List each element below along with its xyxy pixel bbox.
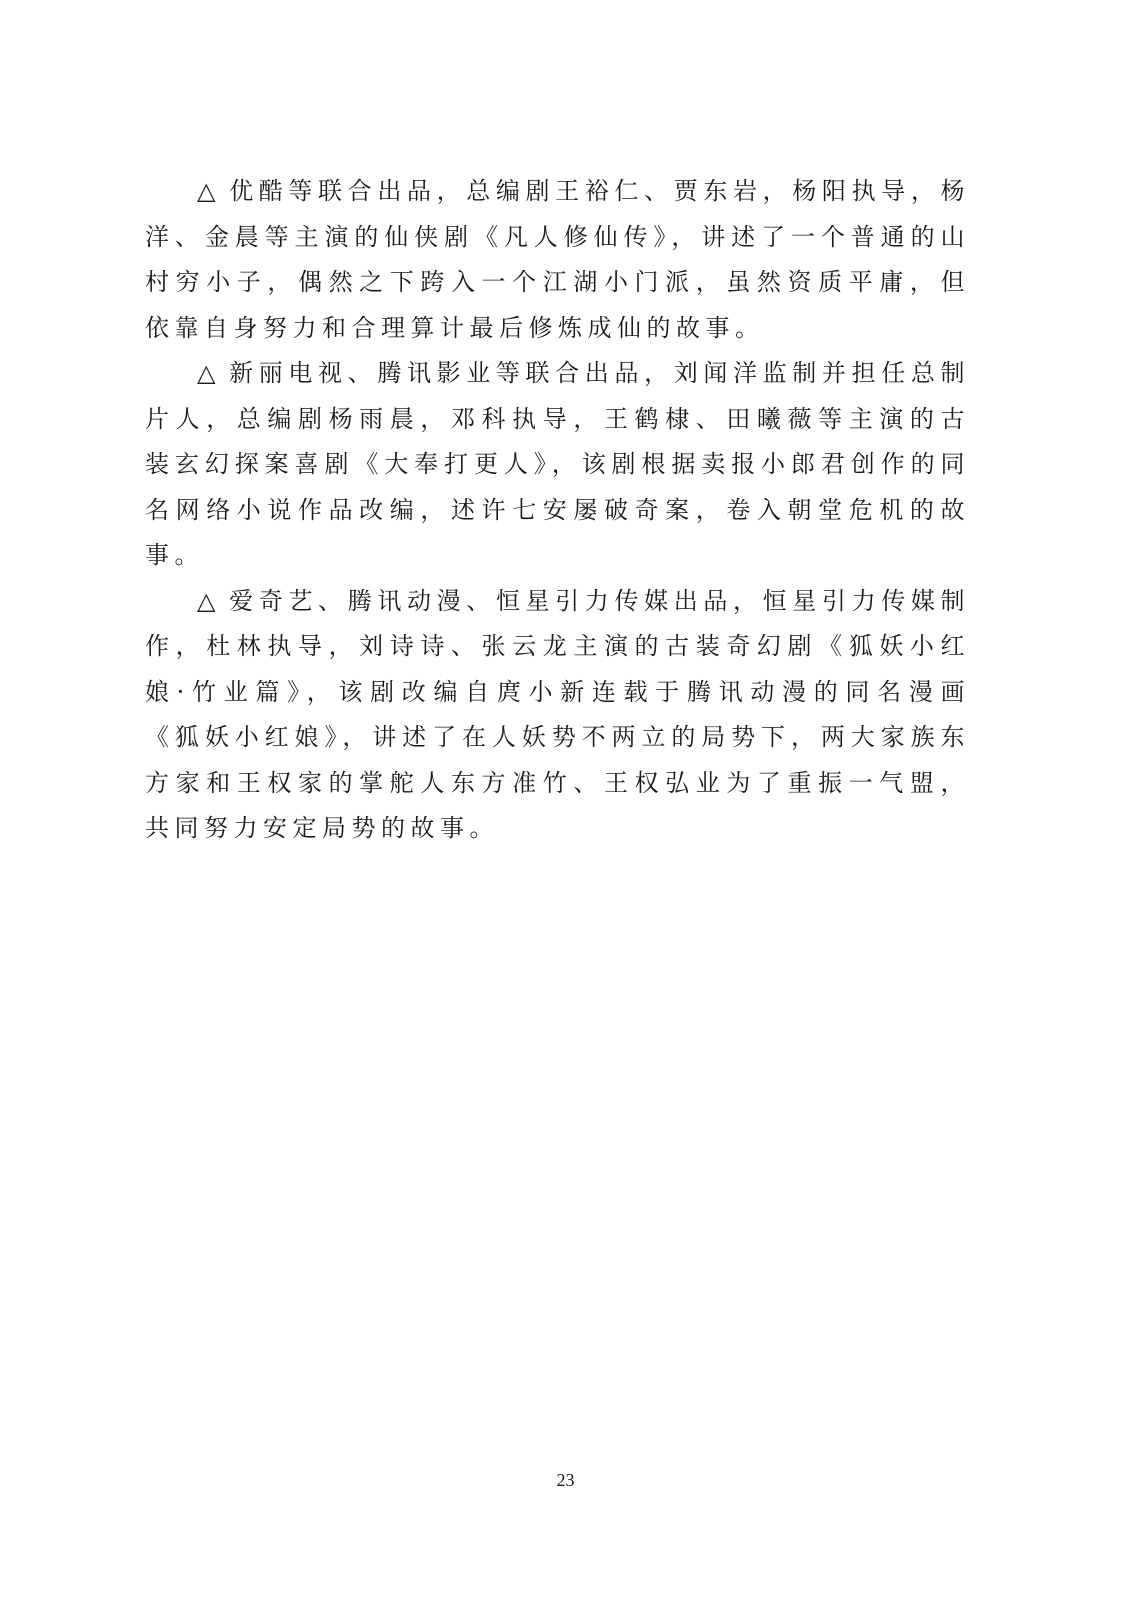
document-body xyxy=(145,169,970,852)
triangle-bullet-icon: △ xyxy=(197,359,222,387)
triangle-bullet-icon: △ xyxy=(197,177,222,205)
page-number: 23 xyxy=(556,1470,575,1490)
paragraph-dafeng-dagengren xyxy=(145,351,970,579)
paragraph-text: 新丽电视、腾讯影业等联合出品，刘闻洋监制并担任总制片人，总编剧杨雨晨，邓科执导，王鹤棣、田曦薇等主演的古装玄幻探案喜剧《大奉打更人》，该剧根据卖报小郎君创作的同名网络小说作品改编，述许七安屡破奇案，卷入朝堂危机的故事。 xyxy=(145,359,970,569)
paragraph-fanren-xiuxian-zhuan xyxy=(145,169,970,351)
triangle-bullet-icon: △ xyxy=(197,586,222,615)
paragraph-text: 优酷等联合出品，总编剧王裕仁、贾东岩，杨阳执导，杨洋、金晨等主演的仙侠剧《凡人修仙传》，讲述了一个普通的山村穷小子，偶然之下跨入一个江湖小门派，虽然资质平庸，但依靠自身努力和合理算计最后修炼成仙的故事。 xyxy=(145,177,970,342)
paragraph-text: 爱奇艺、腾讯动漫、恒星引力传媒出品，恒星引力传媒制作，杜林执导，刘诗诗、张云龙主演的古装奇幻剧《狐妖小红娘·竹业篇》，该剧改编自庹小新连载于腾讯动漫的同名漫画《狐妖小红娘》，讲述了在人妖势不两立的局势下，两大家族东方家和王权家的掌舵人东方准竹、王权弘业为了重振一气盟，共同努力安定局势的故事。 xyxy=(145,586,970,842)
paragraph-huyao-xiaohongniang xyxy=(145,579,970,852)
